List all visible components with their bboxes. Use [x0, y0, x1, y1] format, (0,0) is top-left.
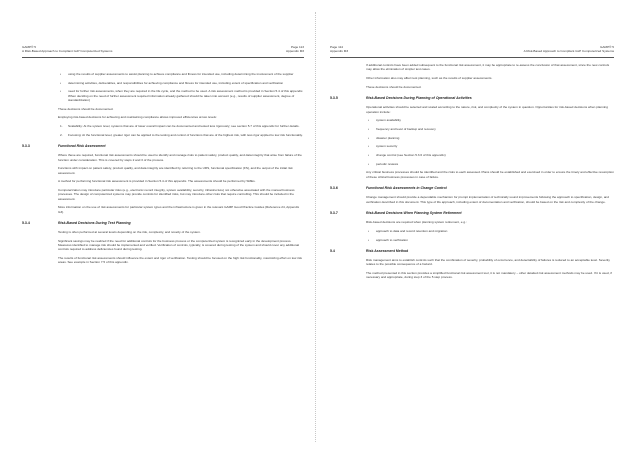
page-gutter — [315, 12, 316, 442]
paragraph: Testing is often performed at several levels depending on the risk, complexity, and novelty of the system. — [58, 230, 201, 235]
appendix-label: Appendix M3 — [285, 49, 304, 53]
paragraph: Employing risk-based decisions for achieving and maintaining compliance allows improved efficiencies at two levels: — [58, 115, 217, 120]
page-number: Page 114 — [330, 45, 344, 49]
bullet-item: • approach to verification — [368, 237, 408, 242]
paragraph: Risk management aims to establish controls such that the combination of severity, probability of occurrence, and detectability of failures is reduced to an acceptable level. Severity relates to the possible consequence of a hazard. — [366, 258, 610, 267]
section-heading: 5.3.3 Functional Risk Assessment — [22, 144, 106, 149]
section-heading: 5.3.5 Risk-Based Decisions During Planning of Operational Activities — [330, 95, 472, 100]
bullet-item: • frequency and level of backup and recovery — [368, 126, 436, 131]
bullet-item: • disaster planning — [368, 135, 400, 140]
numbered-item: 2. Focusing: At the functional level, greater rigor can be applied to the testing and control of functions that are of the highest risk, with less rigor applied to low risk functionality. — [60, 132, 303, 137]
paragraph: Significant savings may be realized if the need for additional controls for the business process or the computerized system is recognized early in the development process. Measures identified to manage risk should be implemented and verified. Verification of controls, typically, is covered during testing of the system and should cover any additional controls required to address deficiencies found during testing. — [58, 238, 300, 252]
bullet-item: • periodic reviews — [368, 161, 399, 166]
paragraph: More information on the use of risk assessments for particular system types and the infrastructure is given in the relevant GAMP Good Practice Guides (Reference 24, Appendix G3). — [58, 205, 300, 214]
left-page-header — [22, 45, 304, 58]
right-page-header — [330, 45, 614, 58]
paragraph: Operational activities should be selected and scaled according to the nature, risk, and complexity of the system in question. Opportunities for risk-based decisions when planning operation include: — [366, 105, 608, 114]
section-heading: 5.3.4 Risk-Based Decisions During Test Planning — [22, 220, 131, 225]
appendix-label: Appendix M3 — [330, 49, 349, 53]
section-heading: 5.4 Risk Assessment Method — [330, 248, 409, 253]
paragraph: Where these are required, functional risk assessments should be used to identify and manage risks to patient safety, product quality, and data integrity that arise from failure of the function under consideration. This is covered by steps 2 and 3 of the process. — [58, 153, 302, 162]
paragraph: If additional controls have been added subsequent to the functional risk assessment, it may be appropriate to re-assess the conclusion of that assessment, since the new controls may allow the elimination of simpler test cases. — [366, 63, 610, 72]
paragraph: The method presented in this section provides a simplified functional risk assessment tool, it is not mandatory – other detailed risk assessment methods may be used. If it is used, if necessary and appropriate, during step 3 of the 5 step process. — [366, 271, 612, 280]
page-number: Page 113 — [290, 45, 304, 49]
header-subtitle: A Risk-Based Approach to Compliant GxP Computerized Systems — [523, 49, 614, 53]
paragraph: Any critical business processes should be identified and the risks to each assessed. Plans should be established and exercised in order to ensure the timely and effective resumption of these critical business processes in case of failure. — [366, 170, 614, 179]
paragraph: A method for performing functional risk assessment is provided in Section 5.4 of this appendix. The assessments should be performed by SMEs. — [58, 179, 256, 184]
left-page — [22, 0, 304, 454]
bullet-item: • system security — [368, 144, 398, 149]
bullet-item: • system availability — [368, 118, 401, 123]
section-heading: 5.3.6 Functional Risk Assessments in Change Control — [330, 185, 447, 190]
header-subtitle: A Risk-Based Approach to Compliant GxP Computerized Systems — [22, 49, 113, 53]
bullet-item: • determining activities, deliverables, and responsibilities for achieving compliance and fitness for intended use, including extent of specification and verification — [60, 80, 284, 85]
right-page-body — [330, 63, 614, 284]
header-title: GAMP® 5 — [600, 45, 614, 49]
paragraph: Change management should provide a dependable mechanism for prompt implementation of technically sound improvements following the approach to specification, design, and verification described in this document. This type of life approach, including extent of documentation and verification, should be based on the risk and complexity of the change. — [366, 195, 610, 204]
bullet-item: • approach to data and record retention and migration — [368, 228, 448, 233]
bullet-item: • need for further risk assessments, when they are required in the life cycle, and the method to be used. A risk assessment method is provided in Section 5.4 of this appendix. When deciding on the need of further assessment required information already gathered should be taken into account (e.g., results of supplier assessment, degree of standardization) — [60, 89, 304, 102]
right-page — [330, 0, 614, 454]
left-page-body — [22, 72, 304, 269]
paragraph: Risk-based decisions are required when planning system retirement, e.g.: — [366, 220, 467, 225]
bullet-item: • change control (see Section 5.3.6 of this appendix) — [368, 153, 446, 157]
paragraph: Other information also may affect test planning, such as the results of supplier assessments. — [366, 75, 493, 80]
bullet-item: • using the results of supplier assessments to assist planning to achieve compliance and fitness for intended use, including determining the involvement of the supplier — [60, 72, 294, 76]
numbered-item: 1. Scalability: At the system level, systems that are of lower overall impact can be documented and tested less rigorously; see section 5.7 of this appendix for further details. — [60, 124, 300, 129]
paragraph: The results of functional risk assessments should influence the extent and rigor of verification. Testing should be focused on the high risk functionality, maximizing effort on low risk areas. See example in Section 7.5 of this appendix. — [58, 256, 303, 265]
paragraph: These decisions should be documented. — [58, 106, 114, 111]
paragraph: Functions with impact on patient safety, product quality, and data integrity are identified by referring to the URS, functional specification (FS), and the output of the initial risk assessment. — [58, 166, 293, 175]
header-title: GAMP® 5 — [22, 45, 36, 49]
section-heading: 5.3.7 Risk-Based Decisions When Planning System Retirement — [330, 210, 462, 215]
paragraph: Computerization may introduce particular risks (e.g., electronic record integrity, system availability, security, infrastructure) not otherwise associated with the manual business processes. The design of computerized systems may provide controls for identified risks, but may introduce other risks that require controlling. This should be included in the assessment. — [58, 187, 295, 201]
paragraph: These decisions should be documented. — [366, 84, 422, 89]
